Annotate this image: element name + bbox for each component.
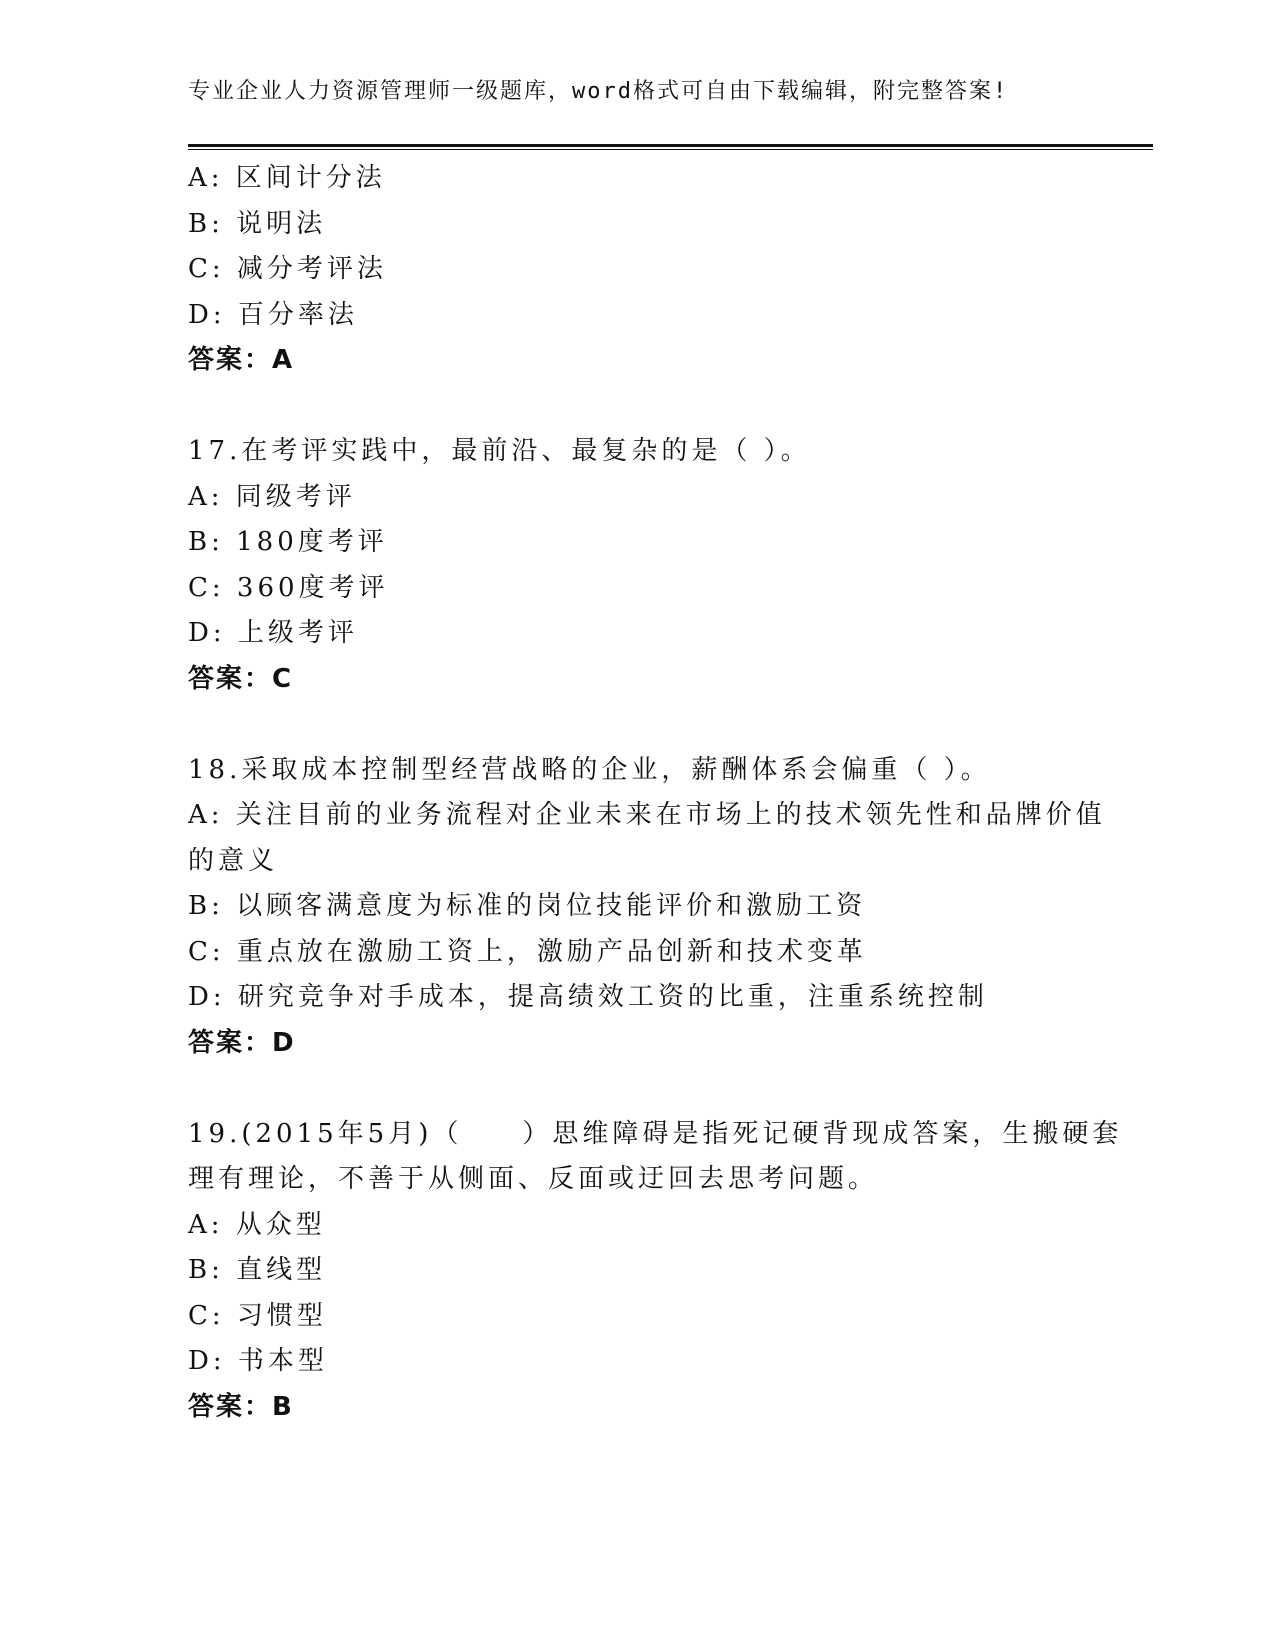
option-d: D: 研究竞争对手成本，提高绩效工资的比重，注重系统控制 bbox=[188, 982, 988, 1012]
option-c: C: 360度考评 bbox=[188, 572, 389, 603]
option-a: A: 关注目前的业务流程对企业未来在市场上的技术领先性和品牌价值 bbox=[188, 800, 1106, 830]
question-17 bbox=[188, 429, 1088, 702]
option-d: D: 书本型 bbox=[188, 1346, 328, 1376]
option-b: B: 说明法 bbox=[188, 208, 327, 239]
option-b: B: 直线型 bbox=[188, 1255, 327, 1285]
question-stem: 19.(2015年5月)（ ）思维障碍是指死记硬背现成答案，生搬硬套 bbox=[188, 1118, 1123, 1149]
header-rule-thin bbox=[188, 149, 1153, 150]
option-a: A: 区间计分法 bbox=[188, 163, 386, 193]
option-c: C: 重点放在激励工资上，激励产品创新和技术变革 bbox=[188, 936, 867, 967]
question-stem-continued: 理有理论，不善于从侧面、反面或迂回去思考问题。 bbox=[188, 1164, 879, 1194]
option-c: C: 习惯型 bbox=[188, 1300, 327, 1331]
option-b: B: 以顾客满意度为标准的岗位技能评价和激励工资 bbox=[188, 891, 867, 921]
answer: 答案：D bbox=[188, 1027, 296, 1058]
header-rule-thick bbox=[188, 144, 1153, 147]
answer: 答案：A bbox=[188, 345, 295, 375]
question-list bbox=[188, 156, 1123, 1430]
option-a: A: 从众型 bbox=[188, 1209, 326, 1240]
spacer bbox=[188, 384, 1088, 430]
option-d: D: 百分率法 bbox=[188, 299, 358, 330]
question-19 bbox=[188, 1112, 1123, 1431]
option-a: A: 同级考评 bbox=[188, 481, 356, 512]
option-b: B: 180度考评 bbox=[188, 527, 388, 557]
answer: 答案：B bbox=[188, 1391, 294, 1422]
answer: 答案：C bbox=[188, 663, 294, 694]
option-a-continued: 的意义 bbox=[188, 845, 279, 876]
spacer bbox=[188, 702, 1088, 748]
spacer bbox=[188, 1066, 1088, 1112]
question-stem: 18.采取成本控制型经营战略的企业，薪酬体系会偏重（ ）。 bbox=[188, 754, 991, 785]
question-stem: 17.在考评实践中，最前沿、最复杂的是（ ）。 bbox=[188, 436, 811, 466]
option-d: D: 上级考评 bbox=[188, 618, 358, 648]
question-16 bbox=[188, 156, 1088, 384]
option-c: C: 减分考评法 bbox=[188, 254, 387, 284]
question-18 bbox=[188, 748, 1106, 1067]
page-header: 专业企业人力资源管理师一级题库，word格式可自由下载编辑，附完整答案! bbox=[188, 79, 1009, 104]
